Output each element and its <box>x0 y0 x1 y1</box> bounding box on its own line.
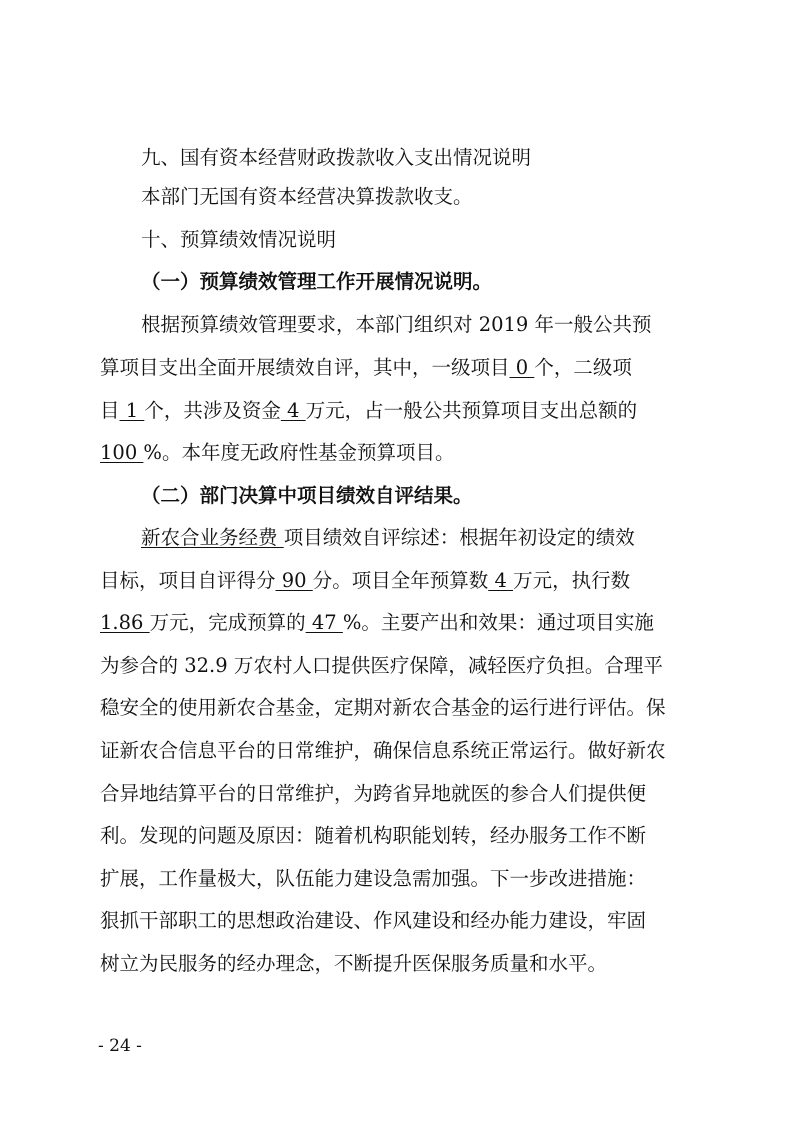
text-segment: 项目绩效自评综述：根据年初设定的绩效 <box>283 526 635 549</box>
text-segment: 万元，占一般公共预算项目支出总额的 <box>305 399 638 422</box>
text-segment: %。主要产出和效果：通过项目实施 <box>342 611 654 634</box>
subsection-one-heading: （一）预算绩效管理工作开展情况说明。 <box>141 270 493 293</box>
text-segment: 目标，项目自评得分 <box>100 569 276 592</box>
paragraph-line: 证新农合信息平台的日常维护，确保信息系统正常运行。做好新农 <box>100 739 666 762</box>
paragraph-line: 树立为民服务的经办理念，不断提升医保服务质量和水平。 <box>100 952 608 975</box>
executed-amount: 1.86 <box>100 611 150 634</box>
page-number: - 24 - <box>98 1036 142 1056</box>
text-segment: 个，共涉及资金 <box>144 399 281 422</box>
paragraph-line: 为参合的 32.9 万农村人口提供医疗保障，减轻医疗负担。合理平 <box>100 654 663 677</box>
subsection-two-heading: （二）部门决算中项目绩效自评结果。 <box>141 484 473 507</box>
paragraph-line <box>100 567 630 595</box>
level1-count: 0 <box>509 356 535 379</box>
self-evaluation-score: 90 <box>275 569 313 592</box>
paragraph-line <box>100 354 632 382</box>
section-nine-body: 本部门无国有资本经营决算拨款收支。 <box>141 185 473 208</box>
section-nine-heading: 九、国有资本经营财政拨款收入支出情况说明 <box>141 146 532 169</box>
expenditure-ratio: 100 <box>100 441 144 464</box>
level2-count: 1 <box>119 399 145 422</box>
paragraph-line <box>100 397 637 425</box>
paragraph-line: 稳安全的使用新农合基金，定期对新农合基金的运行进行评估。保 <box>100 696 666 719</box>
paragraph-line <box>100 439 454 467</box>
paragraph-line: 根据预算绩效管理要求，本部门组织对 2019 年一般公共预 <box>141 313 652 336</box>
completion-rate: 47 <box>305 611 343 634</box>
paragraph-line <box>100 609 654 637</box>
paragraph-line: 利。发现的问题及原因：随着机构职能划转，经办服务工作不断 <box>100 824 647 847</box>
project-name: 新农合业务经费 <box>141 526 284 549</box>
paragraph-line: 扩展，工作量极大，队伍能力建设急需加强。下一步改进措施： <box>100 867 647 890</box>
text-segment: 万元，执行数 <box>513 569 631 592</box>
text-segment: 分。项目全年预算数 <box>312 569 489 592</box>
paragraph-line <box>141 524 635 552</box>
text-segment: 算项目支出全面开展绩效自评，其中，一级项目 <box>100 356 510 379</box>
section-ten-heading: 十、预算绩效情况说明 <box>141 228 337 251</box>
text-segment: 个，二级项 <box>534 356 632 379</box>
text-segment: %。本年度无政府性基金预算项目。 <box>143 441 455 464</box>
funds-amount: 4 <box>280 399 306 422</box>
text-segment: 万元，完成预算的 <box>149 611 306 634</box>
text-segment: 目 <box>100 399 120 422</box>
paragraph-line: 狠抓干部职工的思想政治建设、作风建设和经办能力建设，牢固 <box>100 909 647 932</box>
paragraph-line: 合异地结算平台的日常维护，为跨省异地就医的参合人们提供便 <box>100 782 647 805</box>
annual-budget: 4 <box>488 569 514 592</box>
